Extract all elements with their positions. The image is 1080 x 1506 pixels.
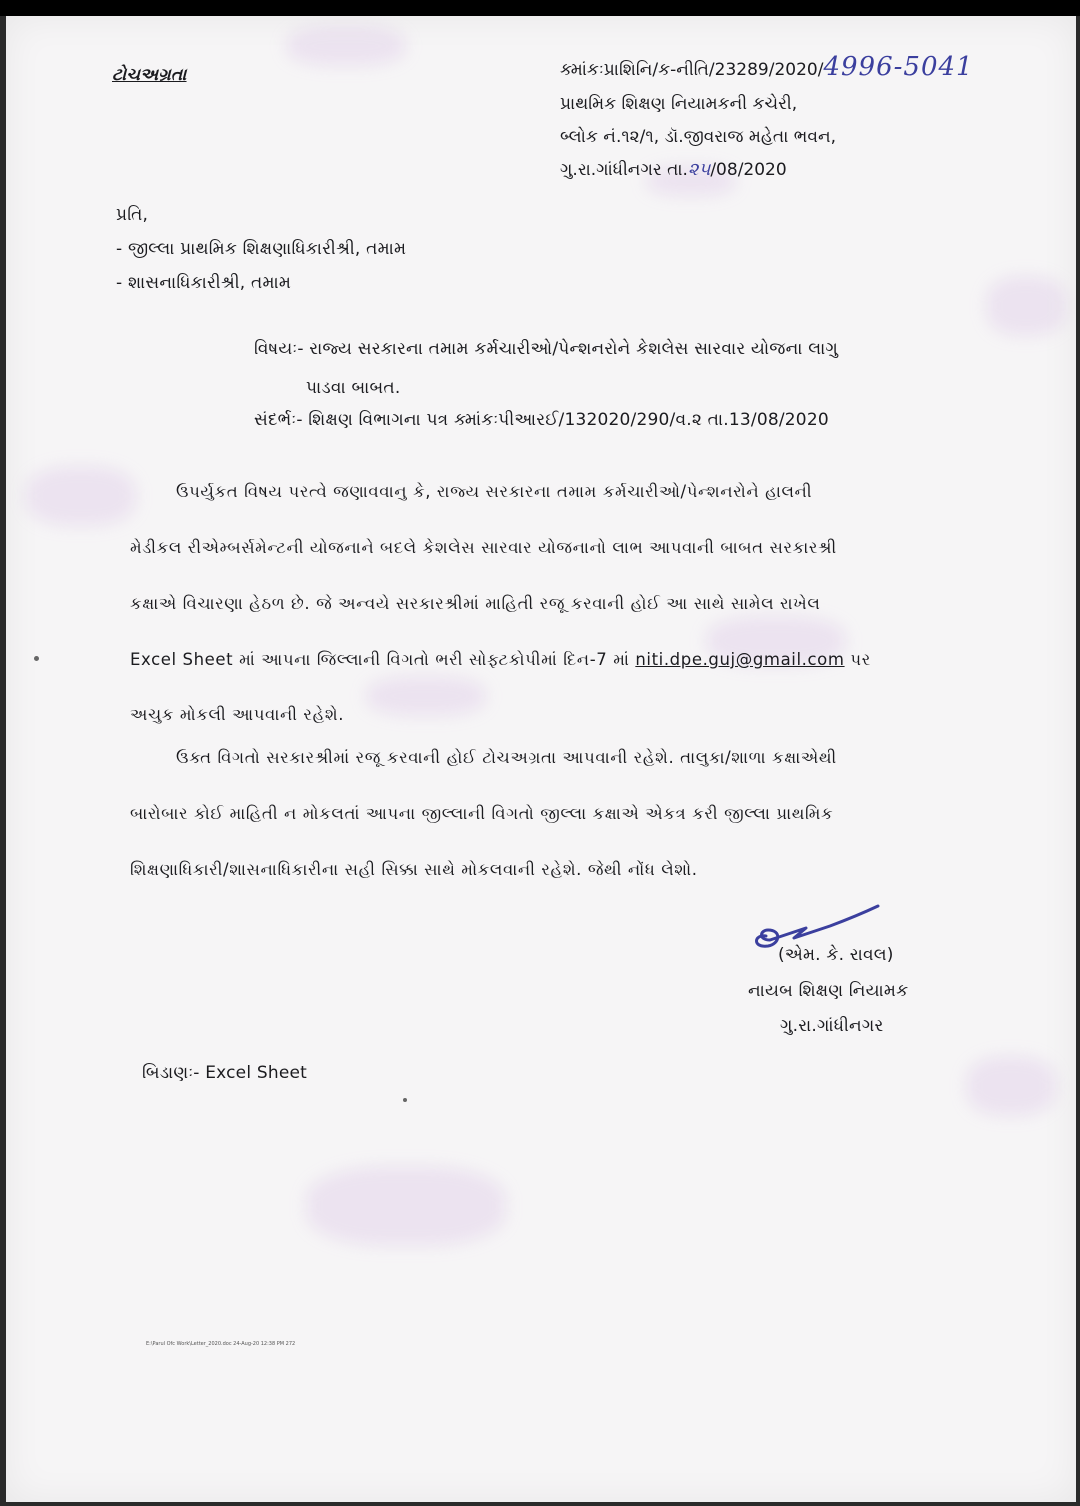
date-handwritten: ૨૫ bbox=[687, 159, 711, 180]
body-p1-line-2: મેડીકલ રીએમ્બર્સમેન્ટની યોજનાને બદલે કેશલેસ સારવાર યોજનાનો લાભ આપવાની બાબત સરકારશ્રી bbox=[130, 538, 837, 557]
office-line-2: બ્લોક નં.૧૨/૧, ડૉ.જીવરાજ મહેતા ભવન, bbox=[560, 127, 837, 147]
priority-label: ટોચઅગ્રતા bbox=[112, 65, 187, 85]
scan-smudge bbox=[286, 26, 406, 66]
scan-smudge bbox=[306, 1166, 506, 1246]
email-link[interactable]: niti.dpe.guj@gmail.com bbox=[635, 650, 845, 669]
body-p1-line-3: કક્ષાએ વિચારણા હેઠળ છે. જે અન્વયે સરકારશ્રીમાં માહિતી રજૂ કરવાની હોઈ આ સાથે સામેલ રાખેલ bbox=[130, 594, 821, 613]
date-suffix: /08/2020 bbox=[710, 160, 787, 180]
enclosure-note: બિડાણઃ- Excel Sheet bbox=[142, 1063, 308, 1083]
footer-file-path: E:\Parul Ofc Work\Letter_2020.doc 24-Aug-20 12:38 PM 272 bbox=[146, 1341, 296, 1347]
scan-speck bbox=[34, 656, 39, 661]
letter-page bbox=[6, 16, 1076, 1502]
scan-smudge bbox=[986, 276, 1066, 336]
scan-smudge bbox=[966, 1056, 1056, 1116]
body-p2-line-3: શિક્ષણાધિકારી/શાસનાધિકારીના સહી સિક્કા સાથે મોકલવાની રહેશે. જેથી નોંધ લેશો. bbox=[130, 860, 698, 879]
body-p1-line-5: અચુક મોકલી આપવાની રહેશે. bbox=[130, 705, 345, 724]
reference-number-printed: ક્માંકઃપ્રાશિનિ/ક-નીતિ/23289/2020/ bbox=[560, 60, 824, 80]
date-prefix: ગુ.રા.ગાંધીનગર તા. bbox=[560, 160, 688, 180]
to-label: પ્રતિ, bbox=[116, 205, 149, 225]
reference-line: સંદર્ભઃ- શિક્ષણ વિભાગના પત્ર ક્માંકઃપીઆરઈ/132020/290/વ.૨ તા.13/08/2020 bbox=[254, 410, 829, 430]
subject-line-1: વિષયઃ- રાજ્ય સરકારના તમામ કર્મચારીઓ/પેન્શનરોને કેશલેસ સારવાર યોજના લાગુ bbox=[254, 339, 839, 359]
body-p2-line-1: ઉક્ત વિગતો સરકારશ્રીમાં રજૂ કરવાની હોઈ ટોચઅગ્રતા આપવાની રહેશે. તાલુકા/શાળા કક્ષાએથી bbox=[176, 748, 837, 767]
subject-line-2: પાડવા બાબત. bbox=[306, 378, 401, 398]
scan-smudge bbox=[366, 676, 486, 716]
scan-smudge bbox=[26, 466, 136, 526]
reference-number bbox=[560, 52, 974, 82]
scan-speck bbox=[403, 1098, 407, 1102]
body-p1-line-4 bbox=[130, 649, 871, 671]
recipient-district-officers: - જીલ્લા પ્રાથમિક શિક્ષણાધિકારીશ્રી, તમામ bbox=[116, 239, 407, 259]
body-p1-line-4-end: પર bbox=[850, 650, 871, 669]
body-p1-line-4-start: Excel Sheet માં આપના જિલ્લાની વિગતો ભરી સોફ્ટકોપીમાં દિન-7 માં bbox=[130, 650, 630, 669]
signatory-place: ગુ.રા.ગાંધીનગર bbox=[780, 1016, 884, 1036]
screen-top-bar bbox=[0, 0, 1080, 16]
letter-date bbox=[560, 159, 787, 181]
signatory-designation: નાયબ શિક્ષણ નિયામક bbox=[748, 981, 909, 1001]
body-p2-line-2: બારોબાર કોઈ માહિતી ન મોકલતાં આપના જીલ્લાની વિગતો જીલ્લા કક્ષાએ એકત્ર કરી જીલ્લા પ્રાથમિક bbox=[130, 804, 834, 823]
office-line-1: પ્રાથમિક શિક્ષણ નિયામકની કચેરી, bbox=[560, 94, 798, 114]
reference-number-handwritten: 4996-5041 bbox=[823, 52, 974, 82]
body-p1-line-1: ઉપર્યુકત વિષય પરત્વે જણાવવાનુ કે, રાજ્ય સરકારના તમામ કર્મચારીઓ/પેન્શનરોને હાલની bbox=[176, 482, 813, 501]
signatory-name: (એમ. કે. રાવલ) bbox=[778, 945, 894, 965]
recipient-administrators: - શાસનાધિકારીશ્રી, તમામ bbox=[116, 273, 292, 293]
